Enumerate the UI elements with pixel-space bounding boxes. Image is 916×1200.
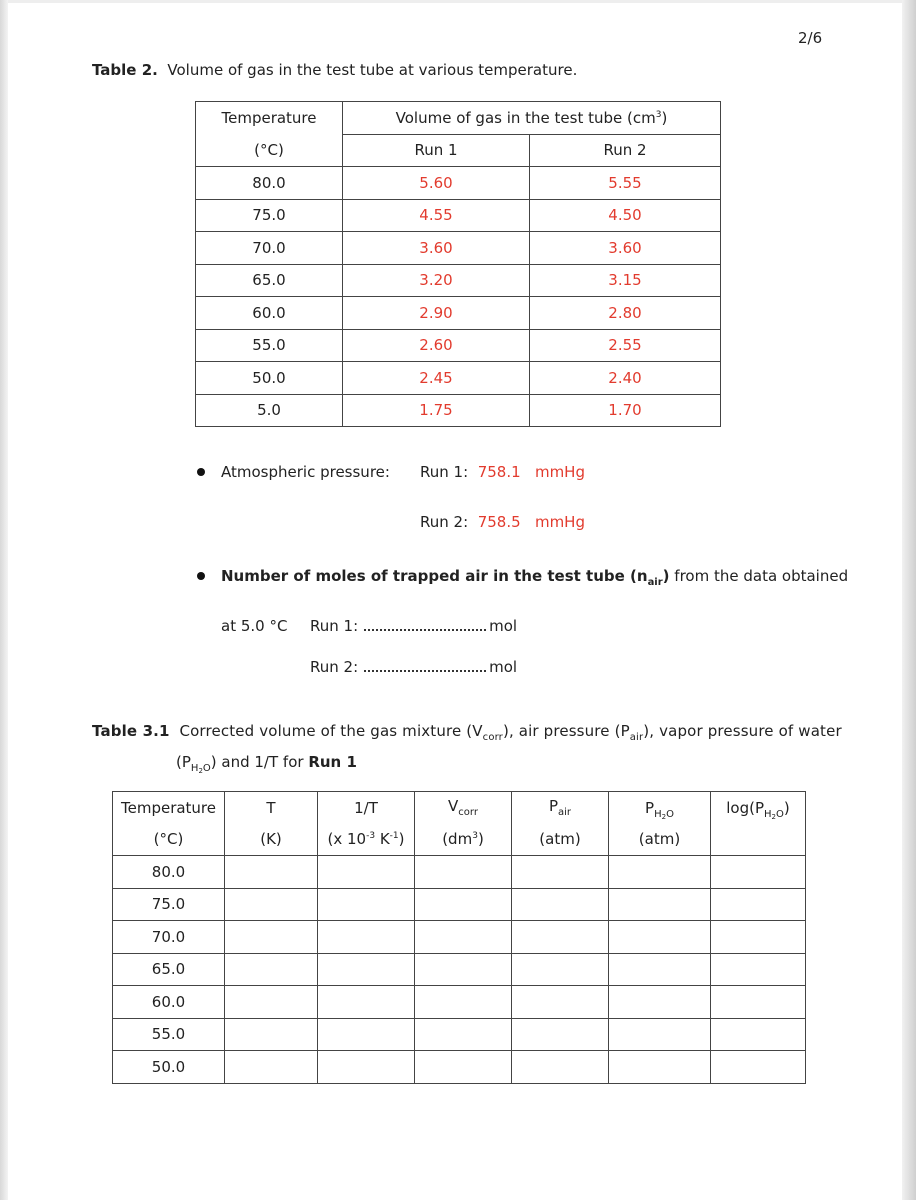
table2-run1-cell: 2.45 [343,362,530,395]
atmospheric-run2 [420,513,585,531]
table31-header-log-2: 2 [771,812,777,821]
table2-caption-label: Table 2. [92,61,158,79]
moles-heading-after: from the data obtained [669,567,849,585]
table2-header-temperature-unit: (°C) [196,134,343,167]
table31 [112,791,806,1084]
table31-header-log-h: H [764,808,772,820]
moles-run1-unit: mol [489,617,518,635]
table31-header-vcorr-unit-a: (dm [442,830,473,849]
table2-run2-cell: 1.70 [530,394,721,427]
table2-temp-cell: 75.0 [196,199,343,232]
table-row [113,1018,806,1051]
table2-run2-cell: 2.55 [530,329,721,362]
table-row [196,362,721,395]
table2-header-volume-end: ) [661,108,668,127]
table31-blank-cell[interactable] [609,1051,711,1084]
table31-blank-cell[interactable] [415,953,512,986]
table31-temp-cell: 75.0 [113,888,225,921]
table-row [196,232,721,265]
table31-header-ph2o-o: O [666,808,674,820]
table31-blank-cell[interactable] [415,888,512,921]
table2-temp-cell: 65.0 [196,264,343,297]
table31-temp-cell: 55.0 [113,1018,225,1051]
table2-header-volume-text: Volume of gas in the test tube (cm [395,108,656,127]
table2-temp-cell: 70.0 [196,232,343,265]
table-row [196,297,721,330]
moles-run2-unit: mol [489,658,518,676]
table31-blank-cell[interactable] [711,921,806,954]
table-row [113,1051,806,1084]
table2-header-run1: Run 1 [343,134,530,167]
bullet-icon [197,572,205,580]
table31-header-vcorr [415,792,512,824]
table2-header-temperature: Temperature [196,102,343,135]
table31-header-vcorr-unit-end: ) [477,830,484,849]
table2-run1-cell: 3.60 [343,232,530,265]
table31-header-temperature: Temperature [113,792,225,824]
table31-blank-cell[interactable] [609,856,711,889]
table31-header-inv-t-unit-k: K [375,830,390,849]
table-row [113,856,806,889]
moles-heading [221,567,848,588]
table31-caption-sub2: air [629,732,644,743]
table31-header-inv-t-unit [318,824,415,856]
table31-caption-line2 [176,753,357,775]
table31-header-vcorr-main: V [448,797,459,816]
table31-blank-cell[interactable] [609,1018,711,1051]
table31-blank-cell[interactable] [711,856,806,889]
table2 [195,101,721,427]
atmospheric-run2-label: Run 2: [420,513,469,531]
table31-header-pair [512,792,609,824]
table2-run1-cell: 2.90 [343,297,530,330]
table2-header-volume [343,102,721,135]
table31-blank-cell[interactable] [609,921,711,954]
moles-run2 [310,658,517,676]
table31-header-inv-t: 1/T [318,792,415,824]
table31-header-log-main: log(P [726,798,765,817]
table31-caption-open: (P [176,753,191,771]
moles-run1-label: Run 1: [310,617,359,635]
table31-blank-cell[interactable] [711,953,806,986]
table31-header-ph2o-2: 2 [661,812,667,821]
table2-caption-text: Volume of gas in the test tube at various temperature. [167,61,578,79]
table-row [196,394,721,427]
table31-caption-2: 2 [198,767,203,775]
table31-blank-cell[interactable] [512,888,609,921]
moles-run2-blank[interactable] [364,660,486,672]
table31-temp-cell: 70.0 [113,921,225,954]
moles-run2-label: Run 2: [310,658,359,676]
table31-header-ph2o-main: P [645,798,655,817]
atmospheric-run1-unit: mmHg [534,463,585,481]
moles-heading-text: Number of moles of trapped air in the test tube (n [221,567,648,585]
table2-run2-cell: 4.50 [530,199,721,232]
atmospheric-label: Atmospheric pressure: [221,463,390,481]
table31-header-ph2o-unit: (atm) [609,824,711,856]
table31-header-ph2o-h: H [654,808,662,820]
table31-blank-cell[interactable] [512,921,609,954]
table-row [113,888,806,921]
table31-header-pair-sub: air [558,807,572,819]
table2-run1-cell: 5.60 [343,167,530,200]
table-row [113,986,806,1019]
table31-blank-cell[interactable] [318,953,415,986]
table31-caption-text1: Corrected volume of the gas mixture (V [179,722,483,740]
atmospheric-run1 [420,463,585,481]
table31-blank-cell[interactable] [415,986,512,1019]
table31-blank-cell[interactable] [415,921,512,954]
table31-blank-cell[interactable] [225,888,318,921]
table31-header-vcorr-unit [415,824,512,856]
table31-temp-cell: 50.0 [113,1051,225,1084]
table31-header-ph2o [609,792,711,824]
moles-at-label: at 5.0 °C [221,617,288,635]
table31-caption-sub1: corr [482,732,503,743]
table31-blank-cell[interactable] [609,986,711,1019]
table2-run2-cell: 3.15 [530,264,721,297]
table2-run2-cell: 2.40 [530,362,721,395]
table-row [113,953,806,986]
table31-header-inv-t-unit-end: ) [398,830,405,849]
table31-caption-text2: ), air pressure (P [502,722,630,740]
table2-run1-cell: 1.75 [343,394,530,427]
table31-blank-cell[interactable] [512,1051,609,1084]
table31-blank-cell[interactable] [318,1018,415,1051]
table31-blank-cell[interactable] [318,986,415,1019]
table2-run2-cell: 5.55 [530,167,721,200]
page-number: 2/6 [798,29,823,47]
screen-top-edge [0,0,916,3]
table31-blank-cell[interactable] [318,1051,415,1084]
table2-run2-cell: 2.80 [530,297,721,330]
table31-blank-cell[interactable] [711,986,806,1019]
table-row [196,329,721,362]
table2-run1-cell: 4.55 [343,199,530,232]
table-row [196,199,721,232]
table31-blank-cell[interactable] [711,888,806,921]
table31-blank-cell[interactable] [225,921,318,954]
table2-caption [92,61,577,79]
moles-run1 [310,617,517,635]
table31-caption-label: Table 3.1 [92,722,170,740]
table31-caption-line1 [92,722,842,743]
table31-blank-cell[interactable] [711,1051,806,1084]
bullet-icon [197,468,205,476]
table2-run2-cell: 3.60 [530,232,721,265]
table31-blank-cell[interactable] [225,1051,318,1084]
table31-blank-cell[interactable] [225,1018,318,1051]
table31-blank-cell[interactable] [609,888,711,921]
table31-blank-cell[interactable] [609,953,711,986]
table31-header-log-end: ) [783,798,790,817]
table2-run1-cell: 3.20 [343,264,530,297]
table-row [196,264,721,297]
table31-blank-cell[interactable] [512,953,609,986]
table31-blank-cell[interactable] [318,856,415,889]
table31-blank-cell[interactable] [415,1051,512,1084]
table31-header-log-o: O [776,808,784,820]
atmospheric-run1-value: 758.1 [477,463,521,481]
table31-temp-cell: 60.0 [113,986,225,1019]
table2-temp-cell: 5.0 [196,394,343,427]
table31-caption-bold: Run 1 [308,753,357,771]
table31-header-log-unit [711,824,806,856]
atmospheric-run2-unit: mmHg [534,513,585,531]
table31-header-pair-main: P [548,797,558,816]
table2-header-volume-sup: 3 [655,109,662,120]
table31-header-inv-t-unit-a: (x 10 [327,830,367,849]
table2-temp-cell: 80.0 [196,167,343,200]
table31-blank-cell[interactable] [512,986,609,1019]
table31-header-inv-t-unit-sup: -3 [366,831,376,842]
table31-blank-cell[interactable] [225,856,318,889]
table-row [196,167,721,200]
table2-temp-cell: 50.0 [196,362,343,395]
table31-header-log [711,792,806,824]
table31-caption-o: O [202,763,211,774]
table31-header-vcorr-sub: corr [458,807,478,819]
table31-temp-cell: 65.0 [113,953,225,986]
table31-blank-cell[interactable] [225,986,318,1019]
table31-header-vcorr-unit-sup: 3 [472,831,478,842]
moles-run1-blank[interactable] [364,619,486,631]
table31-caption-text: ) and 1/T for [210,753,309,771]
screen-left-edge [0,0,8,1200]
table31-header-t: T [225,792,318,824]
table31-caption-text3: ), vapor pressure of water [643,722,842,740]
table31-header-pair-unit: (atm) [512,824,609,856]
table31-blank-cell[interactable] [415,856,512,889]
table31-blank-cell[interactable] [318,888,415,921]
table31-header-inv-t-unit-sup2: -1 [389,831,399,842]
table31-blank-cell[interactable] [512,856,609,889]
moles-heading-close: ) [662,567,670,585]
table31-caption-h: H [190,763,199,774]
table31-blank-cell[interactable] [318,921,415,954]
table2-temp-cell: 55.0 [196,329,343,362]
table2-temp-cell: 60.0 [196,297,343,330]
table-row [113,921,806,954]
screen-right-edge [902,0,916,1200]
table31-header-temperature-unit: (°C) [113,824,225,856]
table31-temp-cell: 80.0 [113,856,225,889]
table31-header-t-unit: (K) [225,824,318,856]
table31-blank-cell[interactable] [225,953,318,986]
atmospheric-run2-value: 758.5 [477,513,521,531]
table31-blank-cell[interactable] [711,1018,806,1051]
moles-heading-sub: air [647,577,663,588]
table31-blank-cell[interactable] [512,1018,609,1051]
atmospheric-run1-label: Run 1: [420,463,469,481]
table31-blank-cell[interactable] [415,1018,512,1051]
table2-run1-cell: 2.60 [343,329,530,362]
table2-header-run2: Run 2 [530,134,721,167]
